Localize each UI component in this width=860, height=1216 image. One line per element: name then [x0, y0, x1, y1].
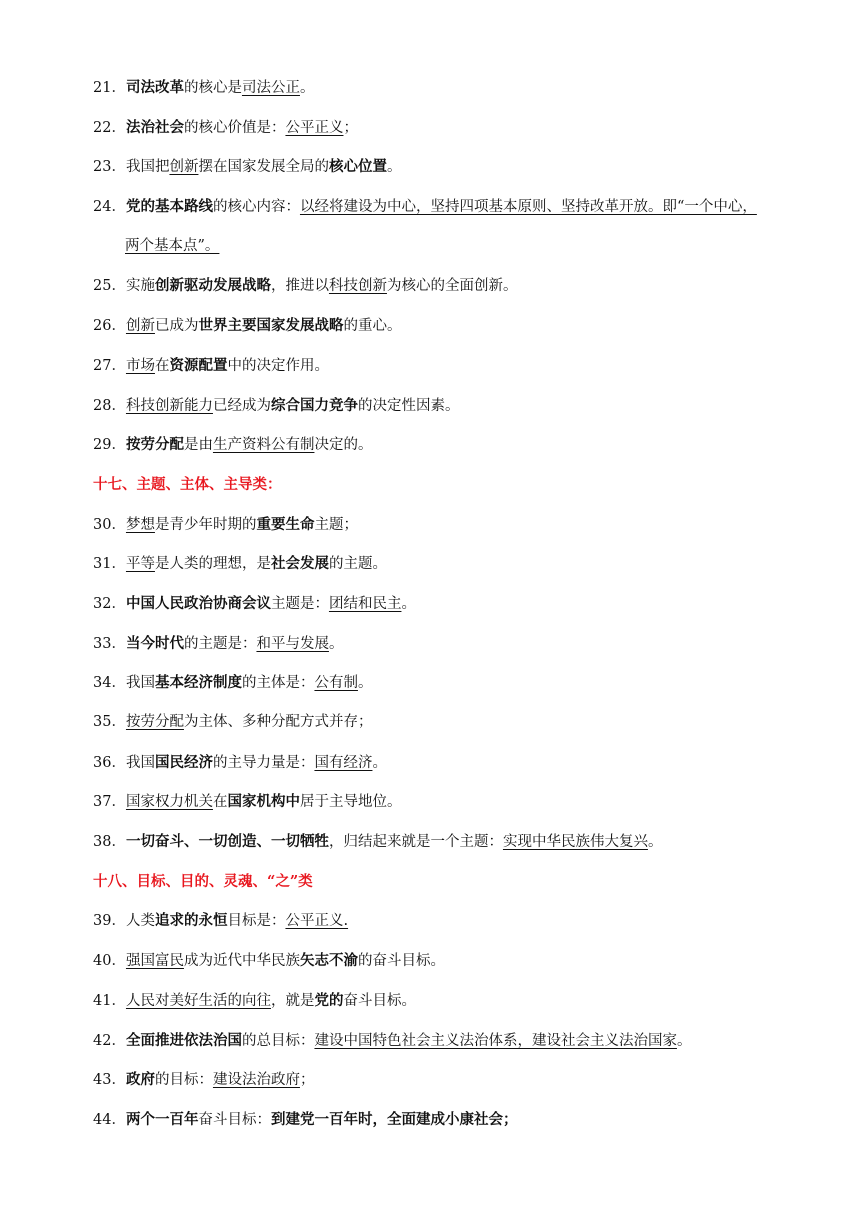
list-item	[93, 118, 790, 137]
list-item	[93, 316, 790, 335]
underlined-text: 梦想	[125, 516, 155, 533]
underlined-text: 团结和民主	[328, 595, 402, 612]
list-item	[93, 594, 790, 613]
bold-text: 重要生命	[256, 515, 315, 533]
text-run: 的主题。	[328, 556, 387, 573]
underlined-text: 科技创新能力	[125, 397, 213, 414]
bold-text: 政府	[125, 1071, 155, 1089]
text-run: 32．	[93, 595, 126, 612]
underlined-text: 生产资料公有制	[212, 437, 315, 454]
text-run: 24．	[93, 199, 126, 216]
text-run: 在	[154, 357, 170, 374]
text-run: 21．	[93, 80, 126, 96]
list-item	[93, 78, 790, 97]
text-run: 43．	[93, 1072, 126, 1089]
text-run: 的决定性因素。	[357, 397, 460, 414]
bold-text: 世界主要国家发展战略	[198, 317, 344, 335]
text-run: 。	[372, 754, 387, 771]
text-run: 的主导力量是：	[212, 754, 315, 771]
text-run: 是由	[183, 437, 213, 454]
underlined-text: 国家权力机关	[125, 794, 213, 811]
text-run: ，就是	[270, 992, 315, 1009]
document-body	[93, 78, 790, 1129]
bold-text: 按劳分配	[125, 436, 184, 454]
bold-text: 党的基本路线	[125, 198, 213, 216]
text-run: 决定的。	[314, 437, 373, 454]
bold-text: 综合国力竞争	[270, 396, 358, 414]
text-run: 27．	[93, 357, 126, 374]
text-run: 主题；	[314, 516, 358, 533]
list-item	[93, 515, 790, 534]
list-item	[93, 951, 790, 970]
list-item	[93, 1070, 790, 1089]
text-run: 40．	[93, 953, 126, 970]
underlined-text: 平等	[125, 556, 155, 573]
text-run: 25．实施	[93, 278, 155, 295]
list-item	[93, 435, 790, 454]
underlined-text: 两个基本点”。	[125, 237, 220, 254]
bold-text: 到建党一百年时，全面建成小康社会；	[270, 1110, 518, 1128]
section-heading	[93, 872, 790, 891]
text-run: 22．	[93, 119, 126, 136]
underlined-text: 市场	[125, 357, 155, 374]
list-item	[93, 1031, 790, 1050]
text-run: 为主体、多种分配方式并存；	[183, 714, 373, 730]
text-run: 的目标：	[154, 1072, 213, 1089]
list-item	[93, 753, 790, 772]
text-run: 摆在国家发展全局的	[198, 159, 329, 176]
text-run: 的重心。	[343, 318, 402, 335]
text-run: 已经成为	[212, 397, 271, 414]
underlined-text: 强国富民	[125, 953, 184, 970]
text-run: 的总目标：	[241, 1032, 315, 1049]
underlined-text: 人民对美好生活的向往	[125, 992, 271, 1009]
text-run: 十七、主题、主体、主导类：	[93, 475, 282, 493]
text-run: ，归结起来就是一个主题：	[328, 834, 503, 851]
text-run: ，推进以	[270, 278, 329, 295]
bold-text: 法治社会	[125, 118, 184, 136]
text-run: 的核心是	[183, 80, 242, 96]
underlined-text: 公平正义	[285, 119, 344, 136]
bold-text: 国民经济	[154, 753, 213, 771]
bold-text: 创新驱动发展战略	[154, 277, 271, 295]
text-run: 34．我国	[93, 675, 155, 692]
list-item	[93, 911, 790, 930]
list-item	[93, 197, 790, 216]
text-run: 31．	[93, 556, 126, 573]
text-run: 29．	[93, 437, 126, 454]
text-run: 奋斗目标：	[198, 1111, 271, 1128]
text-run: 38．	[93, 834, 126, 851]
list-item	[93, 713, 790, 732]
text-run: 42．	[93, 1032, 126, 1049]
text-run: 的奋斗目标。	[357, 953, 445, 970]
text-run: 是人类的理想，是	[154, 556, 271, 573]
list-item	[93, 157, 790, 176]
text-run: 36．我国	[93, 754, 155, 771]
list-item	[93, 396, 790, 415]
underlined-text: 建设法治政府	[212, 1072, 300, 1089]
list-item	[93, 792, 790, 811]
bold-text: 核心位置	[328, 158, 387, 176]
text-run: 为核心的全面创新。	[386, 278, 518, 295]
text-run: 33．	[93, 635, 126, 652]
text-run: 十八、目标、目的、灵魂、“之”类	[93, 872, 313, 890]
text-run: 39．人类	[93, 913, 155, 930]
text-run: 居于主导地位。	[299, 794, 402, 811]
bold-text: 追求的永恒	[154, 912, 228, 930]
text-run: 奋斗目标。	[343, 992, 416, 1009]
text-run: 23．我国把	[93, 159, 170, 176]
underlined-text: 实现中华民族伟大复兴	[502, 834, 648, 851]
text-run: 已成为	[154, 318, 199, 335]
bold-text: 党的	[314, 991, 344, 1009]
text-run: 。	[357, 675, 373, 692]
text-run: 。	[647, 834, 663, 851]
text-run: 的主题是：	[183, 635, 257, 652]
list-item	[93, 1110, 790, 1129]
underlined-text: 公有制	[314, 675, 358, 692]
bold-text: 全面推进依法治国	[125, 1031, 242, 1049]
list-item-continuation	[93, 237, 790, 256]
text-run: 。	[299, 80, 315, 96]
underlined-text: 科技创新	[328, 278, 387, 295]
text-run: 。	[328, 635, 344, 652]
bold-text: 当今时代	[125, 634, 184, 652]
underlined-text: 以经将建设为中心，坚持四项基本原则、坚持改革开放。即“一个中心，	[299, 199, 757, 216]
text-run: ；	[299, 1072, 315, 1089]
text-run: 35．	[93, 714, 126, 730]
bold-text: 两个一百年	[125, 1110, 199, 1128]
underlined-text: 司法公正	[241, 80, 300, 96]
list-item	[93, 832, 790, 851]
bold-text: 矢志不渝	[299, 952, 358, 970]
text-run: 41．	[93, 992, 126, 1009]
underlined-text: 和平与发展	[256, 635, 329, 652]
text-run: 。	[401, 595, 416, 612]
text-run: 在	[212, 794, 228, 811]
text-run: 的主体是：	[241, 675, 315, 692]
bold-text: 一切奋斗、一切创造、一切牺牲	[125, 833, 329, 851]
text-run: 28．	[93, 397, 126, 414]
text-run: 。	[386, 159, 402, 176]
bold-text: 资源配置	[169, 356, 228, 374]
bold-text: 国家机构中	[227, 793, 300, 811]
text-run: ；	[343, 119, 358, 136]
underlined-text: 创新	[125, 318, 155, 335]
underlined-text: 按劳分配	[125, 714, 184, 730]
list-item	[93, 554, 790, 573]
underlined-text: 创新	[169, 159, 199, 176]
text-run: 。	[676, 1032, 692, 1049]
bold-text: 司法改革	[125, 79, 184, 96]
bold-text: 中国人民政治协商会议	[125, 594, 271, 612]
list-item	[93, 991, 790, 1010]
text-run: 44．	[93, 1111, 126, 1128]
underlined-text: 公平正义.	[285, 913, 349, 930]
list-item	[93, 673, 790, 692]
text-run: 26．	[93, 318, 126, 335]
text-run: 37．	[93, 794, 126, 811]
text-run: 是青少年时期的	[154, 516, 257, 533]
text-run: 的核心内容：	[212, 199, 300, 216]
text-run: 成为近代中华民族	[183, 953, 300, 970]
text-run: 的核心价值是：	[183, 119, 286, 136]
underlined-text: 国有经济	[314, 754, 373, 771]
list-item	[93, 634, 790, 653]
list-item	[93, 276, 790, 295]
list-item	[93, 356, 790, 375]
section-heading	[93, 475, 790, 494]
text-run: 30．	[93, 516, 126, 533]
bold-text: 基本经济制度	[154, 674, 242, 692]
underlined-text: 建设中国特色社会主义法治体系，建设社会主义法治国家	[314, 1032, 677, 1049]
text-run: 中的决定作用。	[227, 357, 329, 374]
text-run: 目标是：	[227, 913, 286, 930]
text-run: 主题是：	[270, 595, 329, 612]
bold-text: 社会发展	[270, 555, 329, 573]
